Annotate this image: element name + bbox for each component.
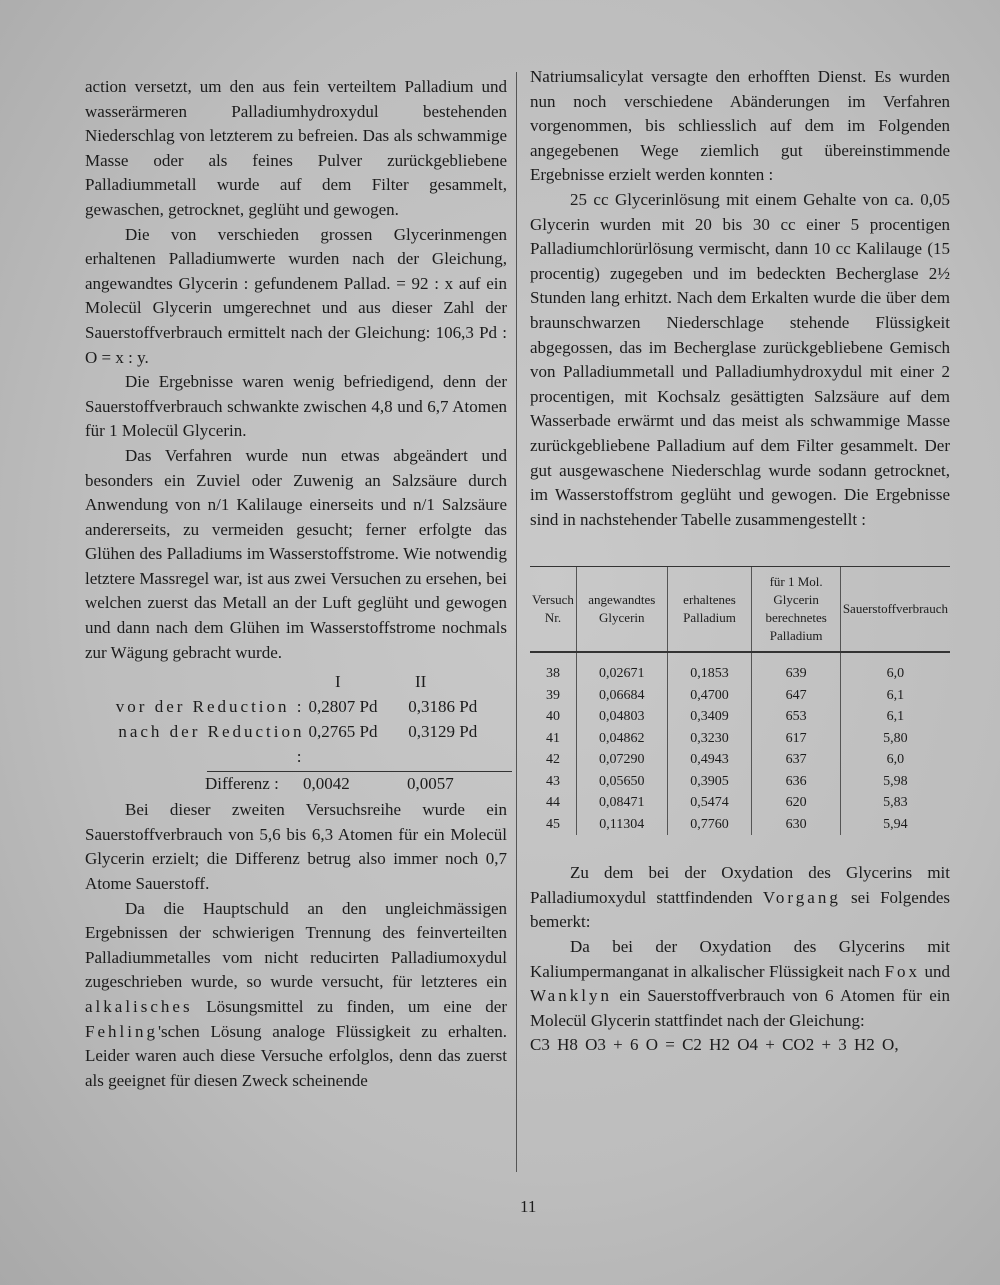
- row-label: vor der Reduction :: [115, 697, 305, 717]
- table-row: [530, 685, 950, 707]
- table-cell: 0,11304: [576, 814, 667, 836]
- table-cell: 39: [545, 687, 560, 703]
- table-cell: 5,94: [840, 814, 950, 836]
- paragraph: 25 cc Glycerinlösung mit einem Gehalte von ca. 0,05 Glycerin wurden mit 20 bis 30 cc einer 5 procentigen Palladiumchlorürlösung vermischt, dann 10 cc Kalilauge (15 procentig) zugegeben und im bedeckten Becherglase 2½ Stunden lang erhitzt. Nach dem Erkalten wurde die über dem braunschwarzen Niederschlage stehende Flüssigkeit abgegossen, das im Becherglase zurückgebliebene Gemisch von Palladiummetall und Palladiumhydroxydul mit einer 2 procentigen, mit Kochsalz gesättigten Salzsäure auf dem Wasserbade erwärmt und das meist als schwammige Masse zurückgebliebene Palladium auf dem Filter gesammelt. Der gut ausgewaschene Niederschlag wurde sodann getrocknet, im Wasserstoffstrom geglüht und gewogen. Die Ergebnisse sind in nachstehender Tabelle zusammengestellt :: [530, 189, 950, 529]
- row-label: Differenz :: [205, 774, 279, 794]
- text-run: Zu dem bei der Oxydation des Glycerins mit Palladiumoxydul stattfindenden: [530, 863, 950, 907]
- value-cell: 0,0057: [407, 774, 454, 794]
- paragraph: Die von verschieden grossen Glycerinmengen erhaltenen Palladiumwerte wurden nach der Gleichung, angewandtes Glycerin : gefundenem Pallad. = 92 : x auf ein Molecül Glycerin umgerechnet und aus dieser Zahl der Sauerstoffverbrauch ermittelt nach der Gleichung: 106,3 Pd : O = x : y.: [85, 224, 507, 367]
- table-cell: 0,02671: [576, 652, 667, 685]
- table-cell: 0,06684: [576, 685, 667, 707]
- paragraph: action versetzt, um den aus fein verteiltem Palladium und wasserärmeren Palladiumhydroxydul bestehenden Niederschlag von letzterem zu befreien. Das als schwammige Masse oder als feines Pulver zurückgebliebene Palladiummetall wurde auf dem Filter gesammelt, gewaschen, getrocknet, geglüht und gewogen.: [85, 77, 507, 219]
- column-header: I: [335, 672, 341, 692]
- column-header: für 1 Mol. Glycerin berechnetes Palladium: [752, 567, 840, 653]
- spaced-term: alkalisches: [85, 997, 193, 1016]
- table-cell: 0,3409: [667, 706, 752, 728]
- table-cell: 0,3230: [667, 728, 752, 750]
- table-cell: 6,1: [840, 685, 950, 707]
- table-cell: 38: [545, 666, 560, 682]
- value-cell: 0,0042: [303, 774, 350, 794]
- table-cell: 44: [545, 795, 560, 811]
- left-column: [85, 75, 507, 1093]
- table-cell: 43: [545, 773, 560, 789]
- table-cell: 653: [752, 706, 840, 728]
- table-cell: 630: [752, 814, 840, 836]
- column-header: angewandtes Glycerin: [576, 567, 667, 653]
- table-cell: 0,4700: [667, 685, 752, 707]
- spaced-term: Fehling: [85, 1021, 158, 1041]
- table-row: [530, 771, 950, 793]
- table-cell: 0,7760: [667, 814, 752, 836]
- table-cell: 0,5474: [667, 792, 752, 814]
- table-cell: 0,4943: [667, 749, 752, 771]
- table-cell: 0,05650: [576, 771, 667, 793]
- column-header: Versuch Nr.: [530, 567, 576, 653]
- paragraph: Bei dieser zweiten Versuchsreihe wurde ein Sauerstoffverbrauch von 5,6 bis 6,3 Atomen für ein Molecül Glycerin erzielt; die Differenz betrug also immer noch 0,7 Atome Sauerstoff.: [85, 800, 507, 894]
- table-cell: 6,1: [840, 706, 950, 728]
- table-cell: 42: [545, 752, 560, 768]
- column-header: erhaltenes Palladium: [667, 567, 752, 653]
- paragraph: [530, 935, 950, 1033]
- right-column: [530, 65, 950, 1058]
- text-run: 'schen Lösung analoge Flüssigkeit zu erhalten. Leider waren auch diese Versuche erfolglos, denn das zuerst als geeignet für diesen Zweck scheinende: [85, 1021, 507, 1090]
- table-cell: 620: [752, 792, 840, 814]
- table-cell: 45: [545, 816, 560, 832]
- table-cell: 636: [752, 771, 840, 793]
- author-name: Fox: [884, 961, 921, 981]
- table-cell: 637: [752, 749, 840, 771]
- paragraph: Die Ergebnisse waren wenig befriedigend, denn der Sauerstoffverbrauch schwankte zwischen 4,8 und 6,7 Atomen für 1 Molecül Glycerin.: [85, 372, 507, 441]
- text-run: ein Sauerstoffverbrauch von 6 Atomen für ein Molecül Glycerin stattfindet nach der Gleichung:: [530, 986, 951, 1030]
- value-cell: 0,2807 Pd: [308, 697, 378, 717]
- table-row: [530, 706, 950, 728]
- table-row: [530, 814, 950, 836]
- value-cell: 0,2765 Pd: [308, 722, 378, 742]
- table-row: [530, 749, 950, 771]
- table-row: [530, 728, 950, 750]
- author-name: Wanklyn: [530, 986, 612, 1006]
- spaced-term: Vorgang: [762, 887, 841, 907]
- table-row: [530, 792, 950, 814]
- table-cell: 0,3905: [667, 771, 752, 793]
- value-cell: 0,3129 Pd: [408, 722, 478, 742]
- table-cell: 0,1853: [667, 652, 752, 685]
- column-divider: [516, 72, 517, 1172]
- table-cell: 5,83: [840, 792, 950, 814]
- paragraph: Natriumsalicylat versagte den erhofften Dienst. Es wurden nun noch verschiedene Abänderungen im Verfahren vorgenommen, bis schliesslich auf dem im Folgenden angegebenen Wege ziemlich gut übereinstimmende Ergebnisse erzielt werden konnten :: [530, 67, 950, 185]
- text-run: sei Folgendes bemerkt:: [530, 887, 950, 932]
- table-cell: 5,98: [840, 771, 950, 793]
- column-header: Sauerstoffverbrauch: [840, 567, 950, 653]
- row-label: nach der Reduction :: [118, 722, 305, 767]
- table-cell: 40: [545, 709, 560, 725]
- results-table: [530, 566, 950, 835]
- chemical-equation: C3 H8 O3 + 6 O = C2 H2 O4 + CO2 + 3 H2 O,: [530, 1035, 899, 1055]
- value-cell: 0,3186 Pd: [408, 697, 478, 717]
- table-cell: 0,07290: [576, 749, 667, 771]
- table-cell: 0,04803: [576, 706, 667, 728]
- table-cell: 5,80: [840, 728, 950, 750]
- paragraph: [530, 861, 950, 935]
- table-cell: 617: [752, 728, 840, 750]
- page-number: 11: [520, 1197, 537, 1216]
- paragraph: [85, 897, 507, 1094]
- paragraph: Das Verfahren wurde nun etwas abgeändert und besonders ein Zuviel oder Zuwenig an Salzsäure durch Anwendung von n/1 Kalilauge einerseits und n/1 Salzsäure andererseits, zu vermeiden gesucht; ferner erfolgte das Glühen des Palladiums im Wasserstoffstrome. Wie notwendig letztere Massregel war, ist aus zwei Versuchen zu ersehen, bei welchen zuerst das Metall an der Luft geglüht und gewogen und dann nach dem Glühen im Wasserstoffstrome nochmals zur Wägung gebracht wurde.: [85, 445, 507, 662]
- text-run: Lösungsmittel zu finden, um eine der: [206, 997, 507, 1016]
- table-cell: 0,04862: [576, 728, 667, 750]
- table-cell: 647: [752, 685, 840, 707]
- text-run: und: [924, 961, 951, 981]
- table-cell: 41: [545, 730, 560, 746]
- text-run: Da bei der Oxydation des Glycerins mit Kaliumpermanganat in alkalischer Flüssigkeit nach: [530, 937, 950, 981]
- table-cell: 0,08471: [576, 792, 667, 814]
- table-cell: 6,0: [840, 652, 950, 685]
- table-cell: 639: [752, 652, 840, 685]
- reduction-comparison: [85, 669, 508, 796]
- text-run: Da die Hauptschuld an den ungleichmässigen Ergebnissen der schwierigen Trennung des feinverteilten Palladiummetalles vom nicht reducirten Palladiumoxydul zugeschrieben wurde, so wurde versucht, für letzteres ein: [85, 898, 507, 992]
- table-row: [530, 652, 950, 685]
- table-cell: 6,0: [840, 749, 950, 771]
- column-header: II: [415, 672, 427, 692]
